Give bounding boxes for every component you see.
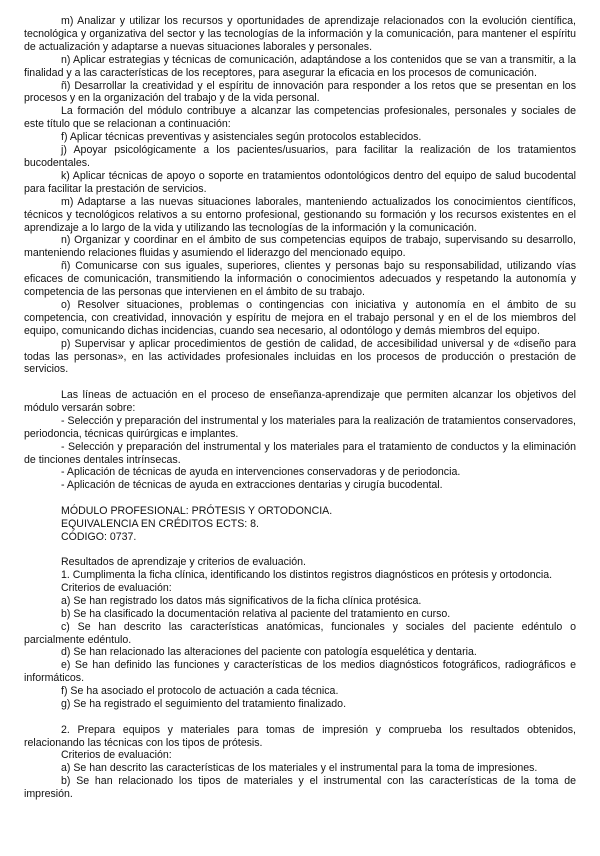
paragraph: k) Aplicar técnicas de apoyo o soporte en tratamientos odontológicos dentro del equipo de salud bucodental para facilitar la prestación de servicios. (24, 169, 576, 195)
paragraph: g) Se ha registrado el seguimiento del tratamiento finalizado. (61, 698, 347, 711)
paragraph: Las líneas de actuación en el proceso de enseñanza-aprendizaje que permiten alcanzar los objetivos del módulo versarán sobre: (24, 388, 576, 414)
paragraph: La formación del módulo contribuye a alcanzar las competencias profesionales, personales y sociales de este título que se relacionan a continuación: (24, 105, 576, 131)
paragraph: j) Apoyar psicológicamente a los pacientes/usuarios, para facilitar la realización de los tratamientos bucodentales. (24, 144, 576, 169)
paragraph: - Selección y preparación del instrumental y los materiales para la realización de tratamientos conservadores, periodoncia, técnicas quirúrgicas e implantes. (24, 414, 576, 440)
paragraph: a) Se han registrado los datos más significativos de la ficha clínica protésica. (61, 594, 422, 607)
action-lines-section (24, 389, 576, 492)
module-title: MÓDULO PROFESIONAL: PRÓTESIS Y ORTODONCIA. (61, 504, 333, 517)
paragraph: - Aplicación de técnicas de ayuda en intervenciones conservadoras y de periodoncia. (61, 466, 461, 479)
spacer (24, 492, 576, 505)
paragraph: d) Se han relacionado las alteraciones del paciente con patología esquelética y dentaria. (61, 646, 477, 659)
paragraph: m) Adaptarse a las nuevas situaciones laborales, manteniendo actualizados los conocimientos científicos, técnicos y tecnológicos relativos a su entorno profesional, gestionando su formación y los recursos existentes en el aprendizaje a lo largo de la vida y utilizando las tecnologías de la información y la comunicación. (24, 195, 576, 234)
paragraph: Criterios de evaluación: (61, 581, 172, 594)
paragraph: c) Se han descrito las características anatómicas, funcionales y sociales del paciente edéntulo o parcialmente edéntulo. (24, 620, 576, 646)
module-credits: EQUIVALENCIA EN CRÉDITOS ECTS: 8. (61, 517, 259, 530)
paragraph: e) Se han definido las funciones y características de los medios diagnósticos fotográficos, radiográficos e informáticos. (24, 659, 576, 685)
paragraph: a) Se han descrito las características de los materiales y el instrumental para la toma de impresiones. (61, 762, 538, 775)
spacer (24, 376, 576, 389)
paragraph: - Selección y preparación del instrumental y los materiales para el tratamiento de conductos y la eliminación de tinciones dentales intrínsecas. (24, 440, 576, 466)
spacer (24, 711, 576, 724)
paragraph: b) Se han relacionado los tipos de materiales y el instrumental con las características de la toma de impresión. (24, 775, 576, 801)
module-header (24, 505, 576, 544)
module-code: CÓDIGO: 0737. (61, 530, 137, 543)
paragraph: b) Se ha clasificado la documentación relativa al paciente del tratamiento en curso. (61, 607, 451, 620)
paragraph: p) Supervisar y aplicar procedimientos de gestión de calidad, de accesibilidad universal y de «diseño para todas las personas», en las actividades profesionales incluidas en los procesos de producción o prestación de servicios. (24, 337, 576, 376)
paragraph: f) Aplicar técnicas preventivas y asistenciales según protocolos establecidos. (61, 131, 422, 144)
learning-outcomes-section (24, 556, 576, 711)
paragraph: 2. Prepara equipos y materiales para tomas de impresión y comprueba los resultados obtenidos, relacionando las técnicas con los tipos de prótesis. (24, 723, 576, 749)
paragraph: Criterios de evaluación: (61, 749, 172, 762)
paragraph: m) Analizar y utilizar los recursos y oportunidades de aprendizaje relacionados con la evolución científica, tecnológica y organizativa del sector y las tecnologías de la información y la comunicación, para mantener el espíritu de actualización y adaptarse a nuevas situaciones laborales y personales. (24, 15, 576, 53)
spacer (24, 544, 576, 557)
learning-outcome-2-section (24, 724, 576, 801)
paragraph: - Aplicación de técnicas de ayuda en extracciones dentarias y cirugía bucodental. (61, 479, 443, 492)
paragraph: o) Resolver situaciones, problemas o contingencias con iniciativa y autonomía en el ámbito de su competencia, con creatividad, innovación y espíritu de mejora en el trabajo personal y en el de los miembros del equipo, comunicando dichas incidencias, cuando sea necesario, al odontólogo y demás miembros del equipo. (24, 298, 576, 337)
paragraph: n) Aplicar estrategias y técnicas de comunicación, adaptándose a los contenidos que se van a transmitir, a la finalidad y a las características de los receptores, para asegurar la eficacia en los procesos de comunicación. (24, 53, 576, 79)
paragraph: ñ) Desarrollar la creatividad y el espíritu de innovación para responder a los retos que se presentan en los procesos y en la organización del trabajo y de la vida personal. (24, 79, 576, 105)
paragraph: f) Se ha asociado el protocolo de actuación a cada técnica. (61, 685, 339, 698)
paragraph: n) Organizar y coordinar en el ámbito de sus competencias equipos de trabajo, supervisando su desarrollo, manteniendo relaciones fluidas y asumiendo el liderazgo del mencionado equipo. (24, 234, 576, 260)
paragraph: Resultados de aprendizaje y criterios de evaluación. (61, 556, 306, 569)
paragraph: 1. Cumplimenta la ficha clínica, identificando los distintos registros diagnósticos en prótesis y ortodoncia. (61, 569, 553, 582)
objectives-section (24, 15, 576, 376)
paragraph: ñ) Comunicarse con sus iguales, superiores, clientes y personas bajo su responsabilidad, utilizando vías eficaces de comunicación, transmitiendo la información o conocimientos adecuados y respetando la autonomía y competencia de las personas que intervienen en el ámbito de su trabajo. (24, 260, 576, 299)
